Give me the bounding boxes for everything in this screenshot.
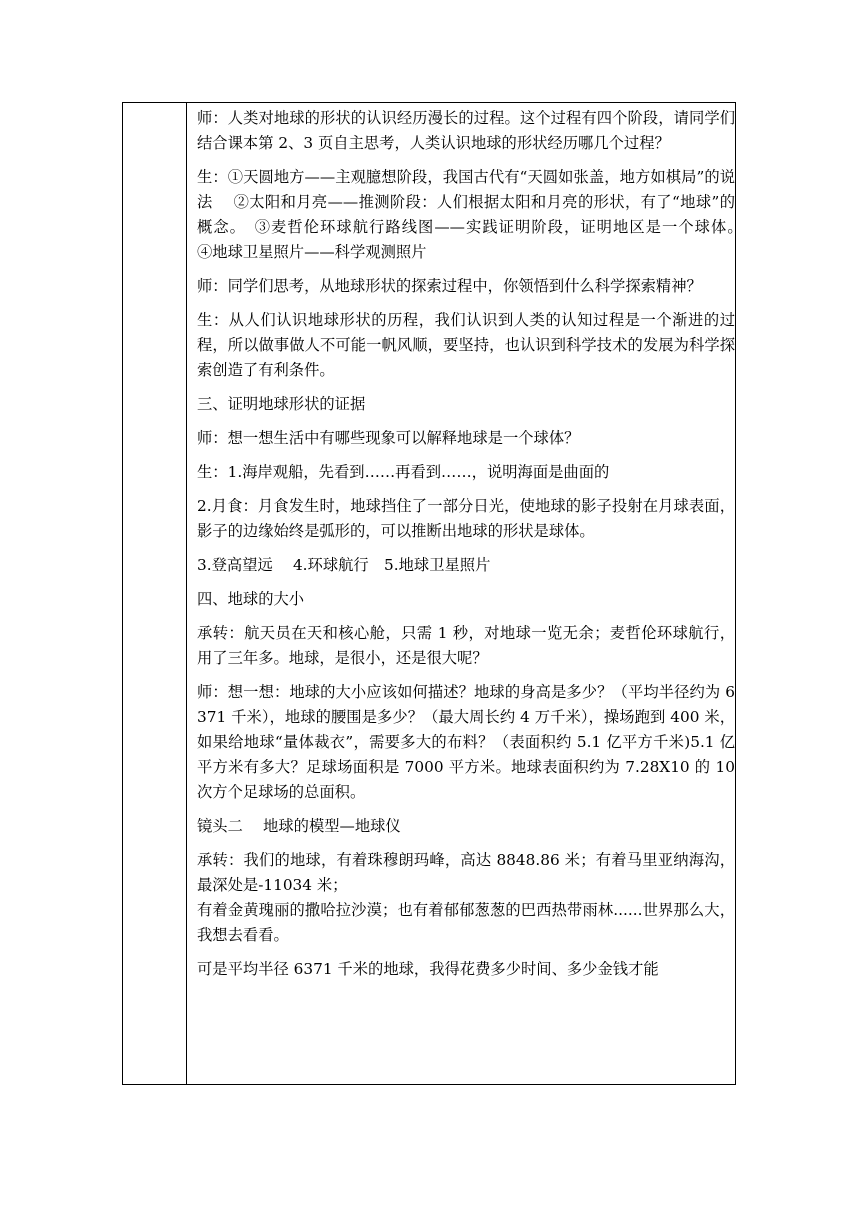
paragraph-world-travel: 有着金黄瑰丽的撒哈拉沙漠；也有着郁郁葱葱的巴西热带雨林......世界那么大，我想去看看。 bbox=[197, 901, 735, 944]
paragraph-student-evidence-ship: 生：1.海岸观船，先看到……再看到……，说明海面是曲面的 bbox=[197, 463, 610, 481]
paragraph-travel-cost: 可是平均半径 6371 千米的地球，我得花费多少时间、多少金钱才能 bbox=[197, 960, 659, 978]
paragraph-evidence-list: 3.登高望远 4.环球航行 5.地球卫星照片 bbox=[197, 556, 491, 574]
lesson-table bbox=[122, 102, 756, 1085]
section-heading-globe: 镜头二 地球的模型—地球仪 bbox=[197, 817, 401, 835]
table-left-column bbox=[123, 103, 187, 1084]
paragraph-transition-size: 承转：航天员在天和核心舱，只需 1 秒，对地球一览无余；麦哲伦环球航行，用了三年多。地球，是很小，还是很大呢？ bbox=[197, 624, 735, 667]
paragraph-teacher-size-description: 师：想一想：地球的大小应该如何描述？地球的身高是多少？（平均半径约为 6371 千米），地球的腰围是多少？（最大周长约 4 万千米），操场跑到 400 米，如果给地球“量体裁衣”，需要多大的布料？（表面积约 5.1 亿平方千米)5.1 亿平方米有多大？足球场面积是 7000 平方米。地球表面积约为 7.28X10 的 10 次方个足球场的总面积。 bbox=[197, 683, 740, 801]
paragraph-teacher-question-stages: 师：人类对地球的形状的认识经历漫长的过程。这个过程有四个阶段，请同学们结合课本第 2、3 页自主思考，人类认识地球的形状经历哪几个过程？ bbox=[197, 109, 735, 152]
paragraph-transition-world: 承转：我们的地球，有着珠穆朗玛峰，高达 8848.86 米；有着马里亚纳海沟，最深处是-11034 米； bbox=[197, 851, 735, 894]
section-heading-evidence: 三、证明地球形状的证据 bbox=[197, 395, 366, 413]
table-content-cell bbox=[197, 103, 756, 982]
paragraph-student-answer-stages: 生：①天圆地方——主观臆想阶段，我国古代有“天圆如张盖，地方如棋局”的说法 ②太阳和月亮——推测阶段：人们根据太阳和月亮的形状，有了“地球”的概念。 ③麦哲伦环球航行路线图——实践证明阶段，证明地区是一个球体。 ④地球卫星照片——科学观测照片 bbox=[197, 168, 756, 261]
paragraph-evidence-eclipse: 2.月食：月食发生时，地球挡住了一部分日光，使地球的影子投射在月球表面，影子的边缘始终是弧形的，可以推断出地球的形状是球体。 bbox=[197, 497, 735, 540]
section-heading-size: 四、地球的大小 bbox=[197, 590, 305, 608]
paragraph-teacher-question-spirit: 师：同学们思考，从地球形状的探索过程中，你领悟到什么科学探索精神？ bbox=[197, 277, 702, 295]
paragraph-teacher-question-phenomena: 师：想一想生活中有哪些现象可以解释地球是一个球体？ bbox=[197, 429, 580, 447]
paragraph-student-answer-spirit: 生：从人们认识地球形状的历程，我们认识到人类的认知过程是一个渐进的过程，所以做事做人不可能一帆风顺，要坚持，也认识到科学技术的发展为科学探索创造了有利条件。 bbox=[197, 311, 735, 379]
